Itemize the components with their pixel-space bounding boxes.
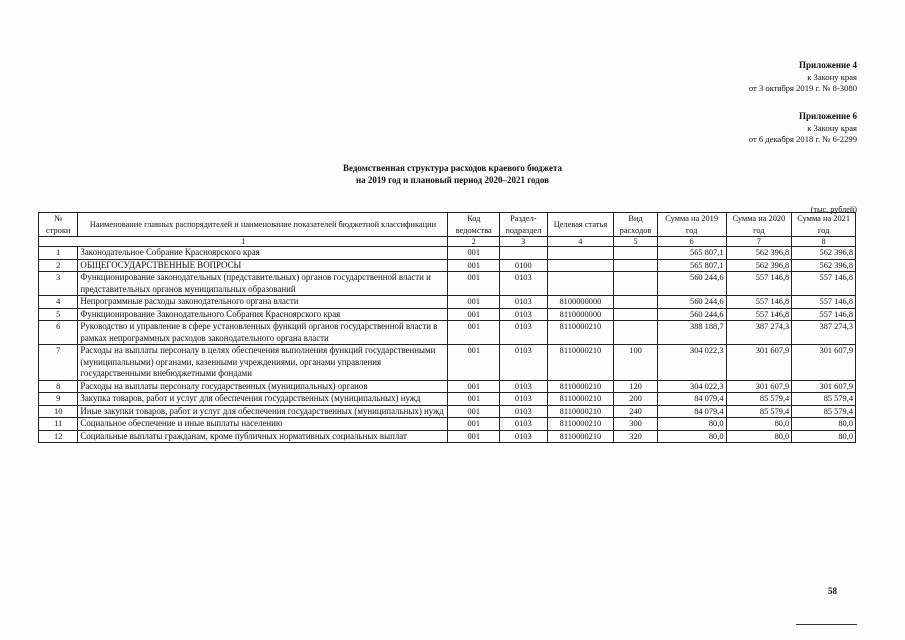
row-section: 0103 <box>500 296 548 309</box>
row-sum-2020: 562 396,8 <box>726 259 792 272</box>
row-name: Непрограммные расходы законодательного органа власти <box>78 296 448 309</box>
table-row <box>39 308 856 321</box>
column-number-row <box>39 237 856 247</box>
row-dept-code: 001 <box>448 405 500 418</box>
row-expense-type <box>614 272 657 296</box>
row-name: Социальные выплаты гражданам, кроме публичных нормативных социальных выплат <box>78 430 448 443</box>
annex-title: Приложение 6 <box>798 111 857 121</box>
row-sum-2020: 557 146,8 <box>726 272 792 296</box>
row-sum-2020: 85 579,4 <box>726 405 792 418</box>
annex-law-line: к Закону края <box>807 71 857 82</box>
row-name: Социальное обеспечение и иные выплаты населению <box>78 418 448 431</box>
row-sum-2021: 301 607,9 <box>792 380 856 393</box>
row-sum-2021: 387 274,3 <box>792 321 856 345</box>
row-sum-2019: 304 022,3 <box>657 345 726 381</box>
row-target-item: 8110000210 <box>547 393 614 406</box>
table-row <box>39 296 856 309</box>
row-section: 0103 <box>500 418 548 431</box>
table-row <box>39 321 856 345</box>
row-target-item: 8110000210 <box>547 321 614 345</box>
row-sum-2021: 80,0 <box>792 430 856 443</box>
row-sum-2020: 80,0 <box>726 418 792 431</box>
row-section: 0103 <box>500 321 548 345</box>
row-dept-code: 001 <box>448 393 500 406</box>
row-dept-code: 001 <box>448 247 500 260</box>
row-section: 0100 <box>500 259 548 272</box>
row-target-item: 8110000210 <box>547 345 614 381</box>
row-name: Функционирование Законодательного Собрания Красноярского края <box>78 308 448 321</box>
row-section: 0103 <box>500 272 548 296</box>
table-row <box>39 345 856 381</box>
row-sum-2021: 85 579,4 <box>792 393 856 406</box>
header-name: Наименование главных распорядителей и наименование показателей бюджетной классификации <box>78 213 448 237</box>
row-name: Закупка товаров, работ и услуг для обеспечения государственных (муниципальных) нужд <box>78 393 448 406</box>
row-sum-2020: 562 396,8 <box>726 247 792 260</box>
row-target-item: 8110000210 <box>547 430 614 443</box>
units-label: (тыс. рублей) <box>810 205 857 214</box>
annex-date-line: от 6 декабря 2018 г. № 6-2299 <box>748 134 857 144</box>
row-sum-2019: 84 079,4 <box>657 405 726 418</box>
table-row <box>39 405 856 418</box>
footer-rule <box>796 624 857 625</box>
row-expense-type <box>614 308 657 321</box>
row-number: 1 <box>39 247 78 260</box>
row-expense-type <box>614 259 657 272</box>
row-sum-2020: 80,0 <box>726 430 792 443</box>
header-sum-2021: Сумма на 2021 год <box>792 213 856 237</box>
row-expense-type: 200 <box>614 393 657 406</box>
row-sum-2019: 388 188,7 <box>657 321 726 345</box>
row-target-item <box>547 259 614 272</box>
row-target-item <box>547 247 614 260</box>
row-expense-type: 120 <box>614 380 657 393</box>
row-number: 6 <box>39 321 78 345</box>
row-dept-code: 001 <box>448 272 500 296</box>
row-name: ОБЩЕГОСУДАРСТВЕННЫЕ ВОПРОСЫ <box>78 259 448 272</box>
row-number: 9 <box>39 393 78 406</box>
row-sum-2019: 84 079,4 <box>657 393 726 406</box>
row-target-item: 8100000000 <box>547 296 614 309</box>
column-number: 3 <box>500 237 548 247</box>
row-sum-2020: 301 607,9 <box>726 345 792 381</box>
header-sum-2019: Сумма на 2019 год <box>657 213 726 237</box>
row-expense-type <box>614 321 657 345</box>
row-sum-2020: 557 146,8 <box>726 308 792 321</box>
row-target-item: 8110000210 <box>547 418 614 431</box>
annex-6-header <box>749 111 857 146</box>
row-sum-2020: 85 579,4 <box>726 393 792 406</box>
row-dept-code: 001 <box>448 430 500 443</box>
row-sum-2021: 557 146,8 <box>792 272 856 296</box>
document-title-line-2: на 2019 год и плановый период 2020–2021 годов <box>355 175 549 185</box>
header-dept-code: Код ведомства <box>448 213 500 237</box>
budget-table <box>38 212 856 443</box>
table-row <box>39 380 856 393</box>
row-number: 2 <box>39 259 78 272</box>
row-expense-type: 320 <box>614 430 657 443</box>
row-sum-2021: 80,0 <box>792 418 856 431</box>
annex-4-header <box>749 60 857 95</box>
row-sum-2021: 562 396,8 <box>792 247 856 260</box>
header-sum-2020: Сумма на 2020 год <box>726 213 792 237</box>
document-title-line-1: Ведомственная структура расходов краевого бюджета <box>343 163 562 173</box>
row-section: 0103 <box>500 430 548 443</box>
annex-date-line: от 3 октября 2019 г. № 8-3080 <box>748 83 857 93</box>
row-name: Руководство и управление в сфере установленных функций органов государственной власти в рамках непрограммных расходов законодательного органа власти <box>78 321 448 345</box>
table-body <box>39 247 856 443</box>
row-section: 0103 <box>500 308 548 321</box>
row-sum-2021: 301 607,9 <box>792 345 856 381</box>
row-dept-code: 001 <box>448 259 500 272</box>
row-section <box>500 247 548 260</box>
header-expense-type: Вид расходов <box>614 213 657 237</box>
table-row <box>39 259 856 272</box>
row-section: 0103 <box>500 380 548 393</box>
row-section: 0103 <box>500 393 548 406</box>
column-number: 8 <box>792 237 856 247</box>
row-dept-code: 001 <box>448 308 500 321</box>
row-expense-type: 100 <box>614 345 657 381</box>
row-number: 4 <box>39 296 78 309</box>
row-number: 10 <box>39 405 78 418</box>
row-number: 7 <box>39 345 78 381</box>
row-target-item: 8110000210 <box>547 405 614 418</box>
document-title <box>0 162 905 186</box>
column-number: 4 <box>547 237 614 247</box>
row-dept-code: 001 <box>448 321 500 345</box>
row-expense-type: 240 <box>614 405 657 418</box>
row-section: 0103 <box>500 345 548 381</box>
row-sum-2021: 85 579,4 <box>792 405 856 418</box>
row-name: Расходы на выплаты персоналу государственных (муниципальных) органов <box>78 380 448 393</box>
column-number: 5 <box>614 237 657 247</box>
row-sum-2019: 560 244,6 <box>657 296 726 309</box>
row-dept-code: 001 <box>448 296 500 309</box>
row-name: Иные закупки товаров, работ и услуг для обеспечения государственных (муниципальных) нужд <box>78 405 448 418</box>
row-sum-2021: 557 146,8 <box>792 296 856 309</box>
row-expense-type <box>614 296 657 309</box>
row-sum-2019: 560 244,6 <box>657 308 726 321</box>
row-number: 3 <box>39 272 78 296</box>
row-name: Расходы на выплаты персоналу в целях обеспечения выполнения функций государственными (муниципальными) органами, казенными учреждениями, органами управления государственными внебюджетными фондами <box>78 345 448 381</box>
row-target-item <box>547 272 614 296</box>
annex-title: Приложение 4 <box>798 60 857 70</box>
row-sum-2020: 387 274,3 <box>726 321 792 345</box>
row-section: 0103 <box>500 405 548 418</box>
row-sum-2021: 557 146,8 <box>792 308 856 321</box>
row-dept-code: 001 <box>448 418 500 431</box>
table-row <box>39 247 856 260</box>
row-sum-2019: 80,0 <box>657 430 726 443</box>
row-sum-2019: 80,0 <box>657 418 726 431</box>
column-number: 2 <box>448 237 500 247</box>
row-target-item: 8110000210 <box>547 380 614 393</box>
row-number: 12 <box>39 430 78 443</box>
column-number: 6 <box>657 237 726 247</box>
header-row-no: № строки <box>39 213 78 237</box>
row-dept-code: 001 <box>448 380 500 393</box>
table-header-row <box>39 213 856 237</box>
header-section: Раздел- подраздел <box>500 213 548 237</box>
row-dept-code: 001 <box>448 345 500 381</box>
table-row <box>39 272 856 296</box>
row-number: 5 <box>39 308 78 321</box>
row-name: Законодательное Собрание Красноярского края <box>78 247 448 260</box>
header-target-item: Целевая статья <box>547 213 614 237</box>
row-number: 11 <box>39 418 78 431</box>
row-sum-2019: 565 807,1 <box>657 259 726 272</box>
row-expense-type: 300 <box>614 418 657 431</box>
row-sum-2021: 562 396,8 <box>792 259 856 272</box>
table-row <box>39 430 856 443</box>
row-sum-2019: 565 807,1 <box>657 247 726 260</box>
column-number: 1 <box>39 237 448 247</box>
row-sum-2020: 557 146,8 <box>726 296 792 309</box>
table-row <box>39 393 856 406</box>
row-number: 8 <box>39 380 78 393</box>
row-sum-2020: 301 607,9 <box>726 380 792 393</box>
row-expense-type <box>614 247 657 260</box>
row-sum-2019: 304 022,3 <box>657 380 726 393</box>
row-target-item: 8110000000 <box>547 308 614 321</box>
column-number: 7 <box>726 237 792 247</box>
table-row <box>39 418 856 431</box>
annex-law-line: к Закону края <box>807 122 857 133</box>
page-number: 58 <box>828 586 837 596</box>
row-name: Функционирование законодательных (представительных) органов государственной власти и представительных органов муниципальных образований <box>78 272 448 296</box>
row-sum-2019: 560 244,6 <box>657 272 726 296</box>
